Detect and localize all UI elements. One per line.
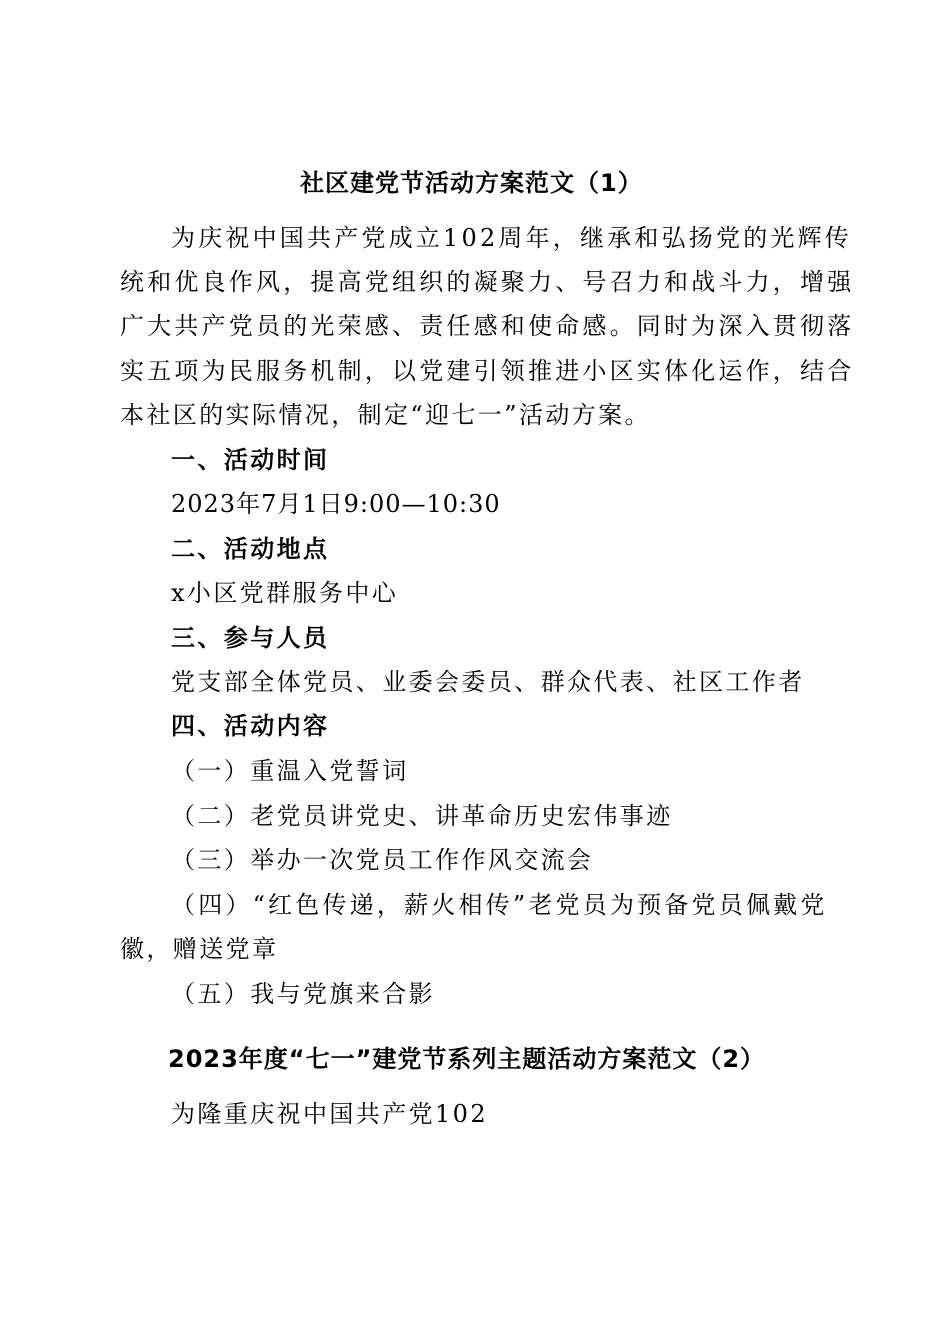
content-item-1: （一）重温入党誓词 [171,757,409,785]
section-text-participants: 党支部全体党员、业委会委员、群众代表、社区工作者 [171,668,805,696]
section-heading-content: 四、活动内容 [171,712,330,740]
content-item-4: （四）“红色传递，薪火相传”老党员为预备党员佩戴党 [171,891,828,919]
section-text-time: 2023年7月1日9:00—10:30 [171,490,501,518]
intro-line-2: 统和优良作风，提高党组织的凝聚力、号召力和战斗力，增强 [120,268,855,296]
intro-line-4: 实五项为民服务机制，以党建引领推进小区实体化运作，结合 [120,357,855,385]
section-heading-location: 二、活动地点 [171,535,330,563]
document-title-1: 社区建党节活动方案范文（1） [300,169,643,197]
intro-line-5: 本社区的实际情况，制定“迎七一”活动方案。 [120,401,651,429]
intro-line-3: 广大共产党员的光荣感、责任感和使命感。同时为深入贯彻落 [120,312,855,340]
doc2-intro-line: 为隆重庆祝中国共产党102 [171,1100,489,1128]
intro-line-1: 为庆祝中国共产党成立102周年，继承和弘扬党的光辉传 [171,224,853,252]
content-item-4-continued: 徽，赠送党章 [120,935,279,963]
section-heading-participants: 三、参与人员 [171,624,330,652]
document-title-2: 2023年度“七一”建党节系列主题活动方案范文（2） [168,1045,766,1073]
content-item-3: （三）举办一次党员工作作风交流会 [171,846,594,874]
content-item-2: （二）老党员讲党史、讲革命历史宏伟事迹 [171,802,673,830]
section-heading-time: 一、活动时间 [171,446,330,474]
section-text-location: x小区党群服务中心 [171,579,399,607]
content-item-5: （五）我与党旗来合影 [171,980,435,1008]
